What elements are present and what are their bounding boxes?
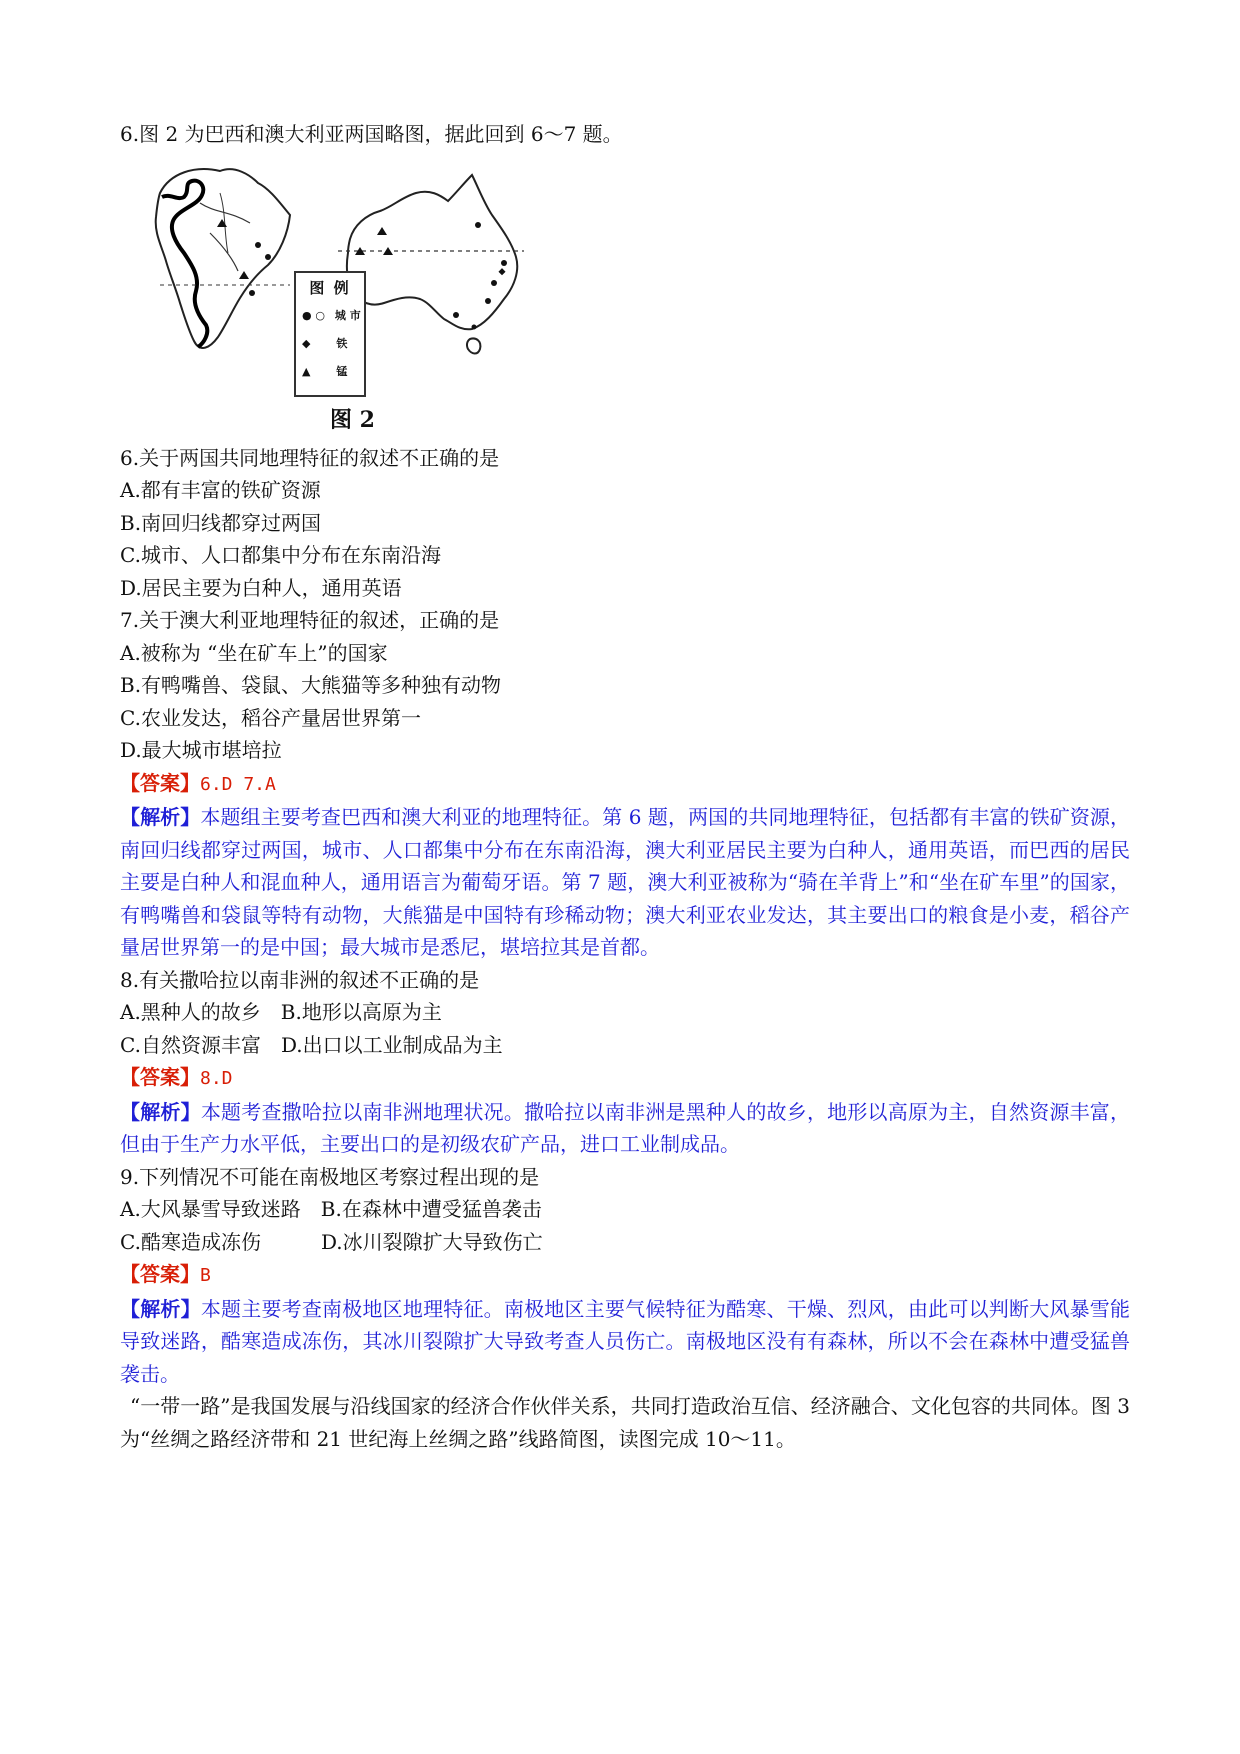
- brazil-border: [162, 180, 207, 346]
- australia-iron-diamond: [498, 268, 505, 275]
- australia-city-dot-2: [501, 260, 507, 266]
- answer-tag: 【答案】: [120, 1065, 200, 1089]
- legend-item-manganese: [302, 363, 347, 379]
- question-6-option-d: D.居民主要为白种人，通用英语: [120, 575, 402, 600]
- brazil-city-dot-2: [265, 254, 271, 260]
- question-9-options-ab: A.大风暴雪导致迷路 B.在森林中遭受猛兽袭击: [120, 1197, 542, 1221]
- legend-item-city: [302, 307, 361, 323]
- question-6-option-a: A.都有丰富的铁矿资源: [120, 478, 321, 502]
- analysis-text: 本题组主要考查巴西和澳大利亚的地理特征。第 6 题，两国的共同地理特征，包括都有丰富的铁矿资源，南回归线都穿过两国，城市、人口都集中分布在东南沿海，澳大利亚居民主要为白种人，通用英语，而巴西的居民主要是白种人和混血种人，通用语言为葡萄牙语。第 7 题，澳大利亚被称为“骑在羊背上”和“坐在矿车里”的国家，有鸭嘴兽和袋鼠等特有动物，大熊猫是中国特有珍稀动物；澳大利亚农业发达，其主要出口的粮食是小麦，稻谷产量居世界第一的是中国；最大城市是悉尼，堪培拉其是首都。: [120, 805, 1130, 959]
- legend-manganese-symbol: ▲: [302, 364, 311, 378]
- question-8-options-ab: A.黑种人的故乡 B.地形以高原为主: [120, 1000, 442, 1024]
- australia-mineral-triangle-3: [383, 247, 393, 255]
- answer-8: [120, 1061, 1130, 1096]
- answer-text: 8.D: [200, 1068, 233, 1089]
- map-legend: [294, 271, 366, 397]
- australia-city-dot-1: [475, 222, 481, 228]
- analysis-tag: 【解析】: [120, 1296, 201, 1321]
- analysis-9: [120, 1293, 1130, 1391]
- tasmania-outline: [467, 338, 480, 353]
- brazil-mineral-triangle-1: [217, 219, 227, 227]
- legend-iron-symbol: ◆: [302, 336, 311, 350]
- question-8-options-cd: C.自然资源丰富 D.出口以工业制成品为主: [120, 1032, 503, 1057]
- australia-city-dot-5: [453, 312, 459, 318]
- question-7-stem: 7.关于澳大利亚地理特征的叙述，正确的是: [120, 608, 500, 632]
- australia-outline: [347, 175, 517, 329]
- question-9-stem: 9.下列情况不可能在南极地区考察过程出现的是: [120, 1164, 540, 1189]
- figure-brazil-australia-map: [140, 153, 590, 438]
- question-7-option-b: B.有鸭嘴兽、袋鼠、大熊猫等多种独有动物: [120, 673, 502, 697]
- answer-6-7: [120, 767, 1130, 802]
- legend-manganese-label: 锰: [336, 364, 348, 378]
- question-6-stem: 6.关于两国共同地理特征的叙述不正确的是: [120, 445, 500, 470]
- legend-item-iron: [302, 335, 347, 351]
- australia-mineral-triangle-1: [377, 227, 387, 235]
- question-intro-6-7: 6.图 2 为巴西和澳大利亚两国略图，据此回到 6～7 题。: [120, 122, 623, 146]
- legend-city-label: 城 市: [334, 308, 361, 322]
- analysis-text: 本题主要考查南极地区地理特征。南极地区主要气候特征为酷寒、干燥、烈风，由此可以判断大风暴雪能导致迷路，酷寒造成冻伤，其冰川裂隙扩大导致考查人员伤亡。南极地区没有有森林，所以不会在森林中遭受猛兽袭击。: [120, 1296, 1131, 1386]
- question-9-options-cd: C.酷寒造成冻伤 D.冰川裂隙扩大导致伤亡: [120, 1229, 543, 1254]
- question-8-stem: 8.有关撒哈拉以南非洲的叙述不正确的是: [120, 967, 480, 992]
- legend-title: 图 例: [309, 278, 351, 297]
- figure-caption: 图 2: [330, 406, 375, 433]
- document-page: [120, 118, 1130, 1455]
- answer-9: [120, 1258, 1130, 1293]
- question-7-option-d: D.最大城市堪培拉: [120, 738, 282, 762]
- answer-tag: 【答案】: [120, 770, 200, 795]
- brazil-city-dot-3: [249, 290, 255, 296]
- brazil-city-dot-1: [255, 242, 261, 248]
- legend-iron-label: 铁: [336, 336, 348, 350]
- question-6-option-b: B.南回归线都穿过两国: [120, 510, 322, 535]
- analysis-text: 本题考查撒哈拉以南非洲地理状况。撒哈拉以南非洲是黑种人的故乡，地形以高原为主，自然资源丰富，但由于生产力水平低，主要出口的是初级农矿产品，进口工业制成品。: [120, 1099, 1131, 1156]
- analysis-8: [120, 1096, 1130, 1161]
- answer-text: B: [200, 1265, 211, 1286]
- australia-city-dot-3: [491, 280, 497, 286]
- analysis-6-7: [120, 801, 1130, 964]
- analysis-tag: 【解析】: [120, 805, 201, 829]
- question-7-option-a: A.被称为 “坐在矿车上”的国家: [120, 640, 388, 665]
- australia-city-dot-4: [485, 298, 491, 304]
- question-7-option-c: C.农业发达，稻谷产量居世界第一: [120, 705, 421, 730]
- question-intro-10-11: “一带一路”是我国发展与沿线国家的经济合作伙伴关系，共同打造政治互信、经济融合、文化包容的共同体。图 3 为“丝绸之路经济带和 21 世纪海上丝绸之路”线路简图，读图完成 10～11。: [120, 1394, 1130, 1451]
- brazil-mineral-triangle-2: [239, 271, 249, 279]
- analysis-tag: 【解析】: [120, 1099, 201, 1124]
- legend-city-symbol: ● ○: [302, 308, 326, 322]
- answer-text: 6.D 7.A: [200, 773, 276, 795]
- question-6-option-c: C.城市、人口都集中分布在东南沿海: [120, 543, 441, 567]
- answer-tag: 【答案】: [120, 1262, 200, 1286]
